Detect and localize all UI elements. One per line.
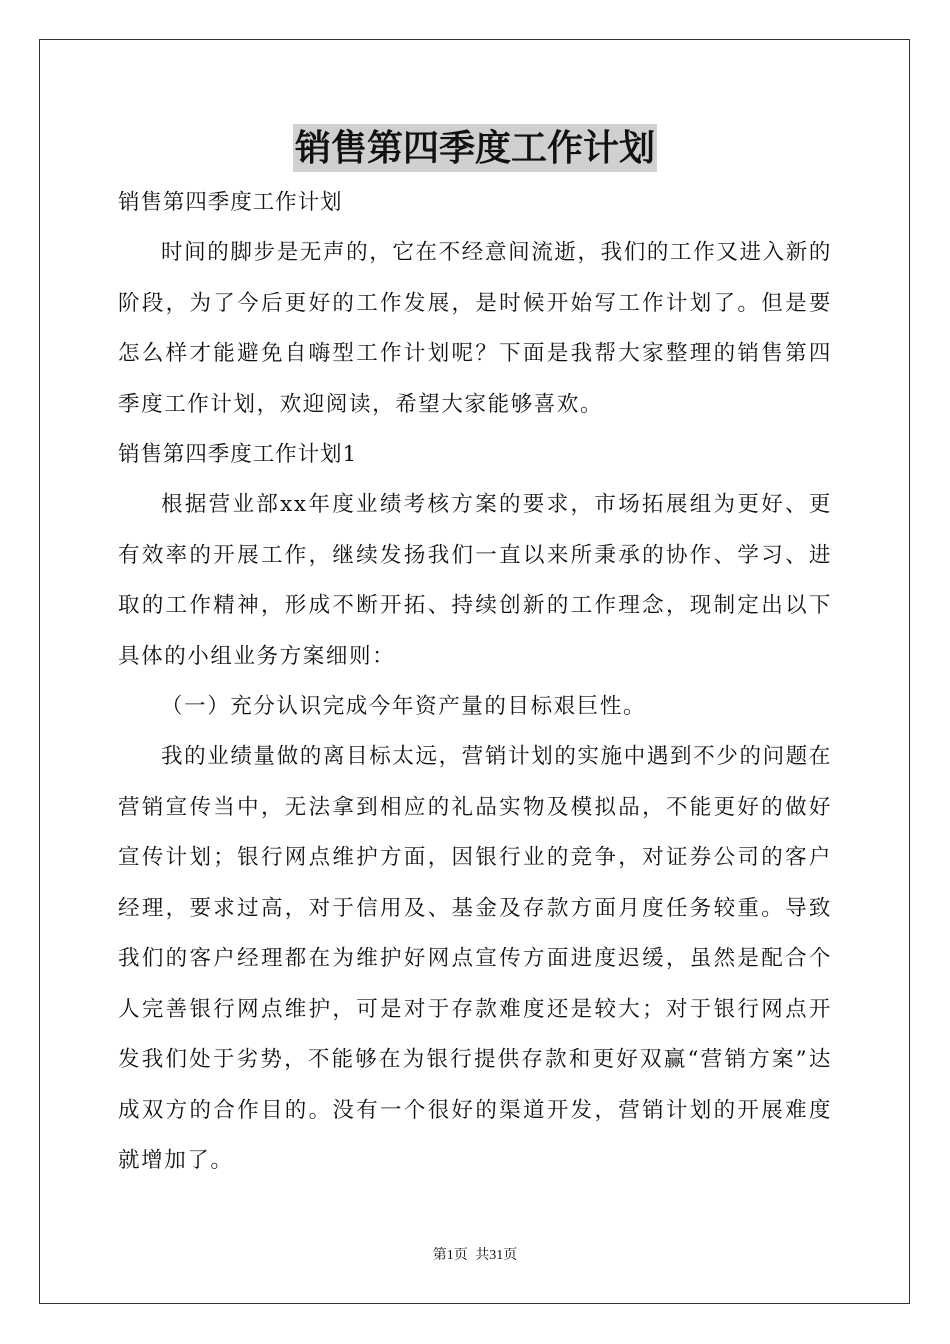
total-pages: 共31页 xyxy=(475,1248,518,1263)
subheading: （一）充分认识完成今年资产量的目标艰巨性。 xyxy=(161,694,647,719)
section-paragraph-2: 我的业绩量做的离目标太远，营销计划的实施中遇到不少的问题在营销宣传当中，无法拿到相应的礼品实物及模拟品，不能更好的做好宣传计划；银行网点维护方面，因银行业的竞争，对证券公司的客户经理，要求过高，对于信用及、基金及存款方面月度任务较重。导致我们的客户经理都在为维护好网点宣传方面进度迟缓，虽然是配合个人完善银行网点维护，可是对于存款难度还是较大；对于银行网点开发我们处于劣势，不能够在为银行提供存款和更好双赢“营销方案”达成双方的合作目的。没有一个很好的渠道开发，营销计划的开展难度就增加了。 xyxy=(118,744,832,1173)
document-body xyxy=(118,178,832,1187)
page-footer xyxy=(0,1246,950,1266)
document-subtitle: 销售第四季度工作计划 xyxy=(118,190,343,215)
section-paragraph-1: 根据营业部xx年度业绩考核方案的要求，市场拓展组为更好、更有效率的开展工作，继续发扬我们一直以来所秉承的协作、学习、进取的工作精神，形成不断开拓、持续创新的工作理念，现制定出以下具体的小组业务方案细则： xyxy=(118,492,832,669)
title-container xyxy=(0,124,950,172)
document-title: 销售第四季度工作计划 xyxy=(293,124,657,172)
section-heading: 销售第四季度工作计划1 xyxy=(118,442,358,467)
intro-paragraph: 时间的脚步是无声的，它在不经意间流逝，我们的工作又进入新的阶段，为了今后更好的工作发展，是时候开始写工作计划了。但是要怎么样才能避免自嗨型工作计划呢？下面是我帮大家整理的销售第四季度工作计划，欢迎阅读，希望大家能够喜欢。 xyxy=(118,240,832,417)
page-number: 第1页 xyxy=(432,1248,468,1263)
